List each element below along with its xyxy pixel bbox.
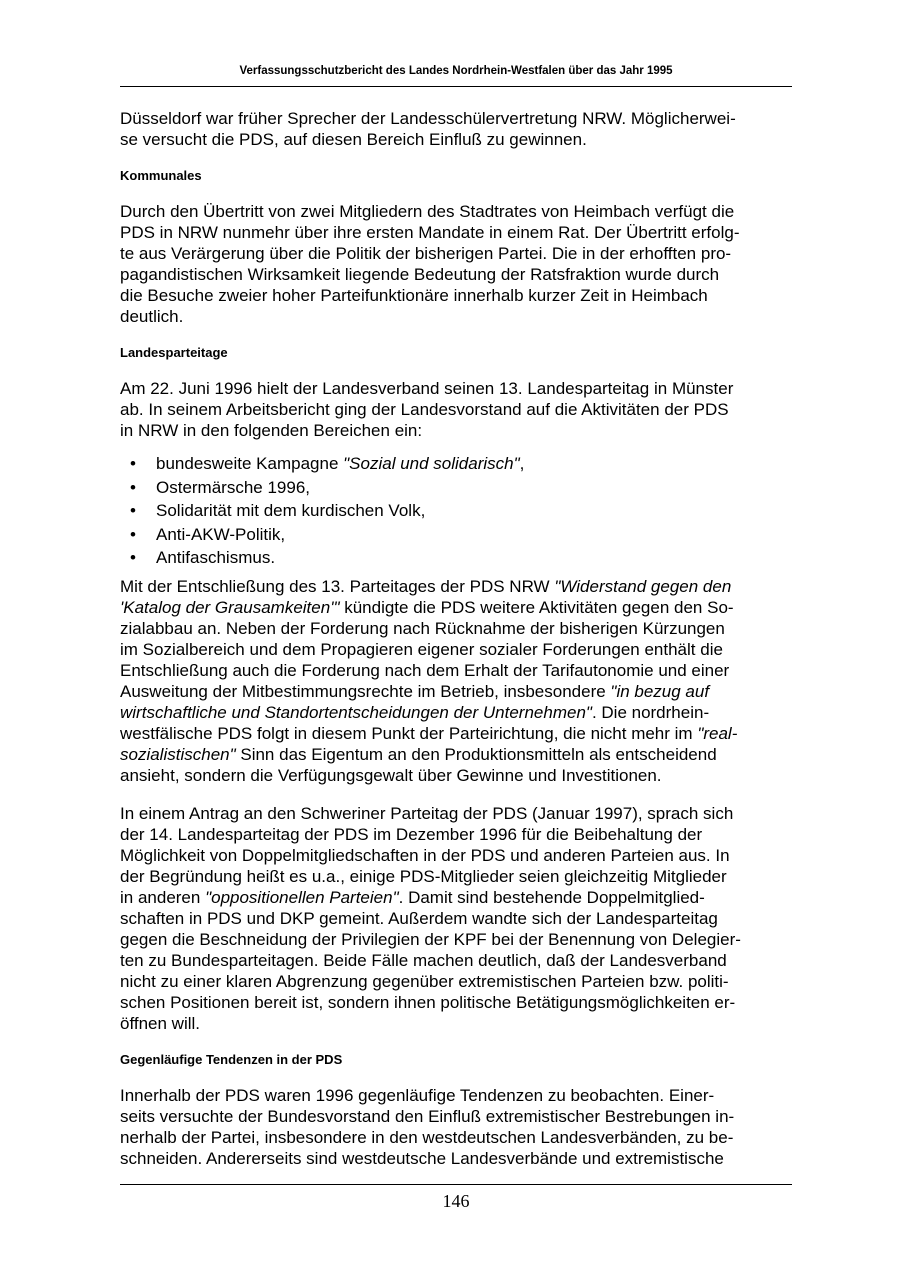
text-line: Innerhalb der PDS waren 1996 gegenläufige Tendenzen zu beobachten. Einer-: [120, 1085, 715, 1105]
text-line: schaften in PDS und DKP gemeint. Außerdem wandte sich der Landesparteitag: [120, 908, 718, 928]
list-item-text: ,: [519, 454, 525, 473]
italic-span: "oppositionellen Parteien": [205, 887, 399, 907]
page-body: [120, 108, 792, 1169]
text-line: nicht zu einer klaren Abgrenzung gegenüber extremistischen Parteien bzw. politi-: [120, 971, 729, 991]
bullet-icon: •: [130, 477, 136, 497]
text-line: schneiden. Andererseits sind westdeutsche Landesverbände und extremistische: [120, 1148, 724, 1168]
italic-span: 'Katalog der Grausamkeiten'": [120, 597, 340, 617]
bullet-icon: •: [130, 501, 136, 520]
text-span: Sinn das Eigentum an den Produktionsmitteln als entscheidend: [235, 744, 717, 764]
bullet-icon: •: [130, 524, 136, 544]
text-span: Ausweitung der Mitbestimmungsrechte im Betrieb, insbesondere: [120, 681, 611, 701]
list-item: [120, 499, 792, 523]
text-span: . Die nordrhein-: [591, 702, 710, 722]
kommunales-paragraph: [120, 201, 792, 327]
text-line: nerhalb der Partei, insbesondere in den westdeutschen Landesverbänden, zu be-: [120, 1127, 734, 1147]
text-line: zialabbau an. Neben der Forderung nach Rücknahme der bisherigen Kürzungen: [120, 618, 725, 638]
intro-paragraph: [120, 108, 792, 150]
text-line: pagandistischen Wirksamkeit liegende Bedeutung der Ratsfraktion wurde durch: [120, 265, 720, 284]
text-line: ten zu Bundesparteitagen. Beide Fälle machen deutlich, daß der Landesverband: [120, 950, 727, 970]
text-line: se versucht die PDS, auf diesen Bereich Einfluß zu gewinnen.: [120, 130, 587, 149]
text-line: in NRW in den folgenden Bereichen ein:: [120, 421, 423, 440]
page-number: 146: [442, 1191, 470, 1211]
italic-span: wirtschaftliche und Standortentscheidungen der Unternehmen": [120, 702, 592, 722]
text-line: gegen die Beschneidung der Privilegien der KPF bei der Benennung von Delegier-: [120, 929, 741, 949]
text-line: schen Positionen bereit ist, sondern ihnen politische Betätigungsmöglichkeiten er-: [120, 992, 736, 1012]
italic-span: "in bezug auf: [610, 681, 710, 701]
text-line: PDS in NRW nunmehr über ihre ersten Mandate in einem Rat. Der Übertritt erfolg-: [120, 223, 740, 242]
list-item: [120, 452, 792, 476]
section-heading-tendenzen: Gegenläufige Tendenzen in der PDS: [120, 1051, 343, 1067]
landesparteitage-paragraph: [120, 378, 792, 441]
header-rule: [120, 86, 792, 87]
text-line: In einem Antrag an den Schweriner Parteitag der PDS (Januar 1997), sprach sich: [120, 803, 734, 823]
footer-rule: [120, 1184, 792, 1185]
text-line: Düsseldorf war früher Sprecher der Landesschülervertretung NRW. Möglicherwei-: [120, 109, 736, 128]
list-item-italic: "Sozial und solidarisch": [343, 454, 520, 473]
section-heading-kommunales: Kommunales: [120, 168, 202, 183]
entschliessung-paragraph: [120, 576, 792, 786]
text-line: Am 22. Juni 1996 hielt der Landesverband seinen 13. Landesparteitag in Münster: [120, 379, 734, 398]
italic-span: "real-: [697, 723, 738, 743]
text-span: in anderen: [120, 887, 206, 907]
text-span: . Damit sind bestehende Doppelmitglied-: [398, 887, 705, 907]
list-item-text: Ostermärsche 1996,: [156, 477, 311, 497]
running-header: Verfassungsschutzbericht des Landes Nordrhein-Westfalen über das Jahr 1995: [239, 65, 673, 77]
text-line: Entschließung auch die Forderung nach dem Erhalt der Tarifautonomie und einer: [120, 660, 730, 680]
tendenzen-paragraph: [120, 1085, 792, 1169]
list-item-text: Solidarität mit dem kurdischen Volk,: [156, 501, 426, 520]
text-span: Mit der Entschließung des 13. Parteitages der PDS NRW: [120, 576, 555, 596]
text-line: im Sozialbereich und dem Propagieren eigener sozialer Forderungen enthält die: [120, 639, 723, 659]
italic-span: sozialistischen": [120, 744, 236, 764]
text-line: Möglichkeit von Doppelmitgliedschaften in der PDS und anderen Parteien aus. In: [120, 845, 730, 865]
antrag-paragraph: [120, 803, 792, 1034]
list-item: [120, 476, 792, 500]
text-line: ab. In seinem Arbeitsbericht ging der Landesvorstand auf die Aktivitäten der PDS: [120, 400, 729, 419]
text-line: öffnen will.: [120, 1013, 201, 1033]
list-item: [120, 523, 792, 547]
text-line: ansieht, sondern die Verfügungsgewalt über Gewinne und Investitionen.: [120, 765, 662, 785]
text-line: die Besuche zweier hoher Parteifunktionäre innerhalb kurzer Zeit in Heimbach: [120, 286, 708, 305]
list-item-text: Antifaschismus.: [156, 548, 276, 567]
text-line: deutlich.: [120, 307, 184, 326]
text-line: der 14. Landesparteitag der PDS im Dezember 1996 für die Beibehaltung der: [120, 824, 703, 844]
text-line: der Begründung heißt es u.a., einige PDS-Mitglieder seien gleichzeitig Mitglieder: [120, 866, 727, 886]
bullet-icon: •: [130, 454, 136, 473]
text-span: westfälische PDS folgt in diesem Punkt der Parteirichtung, die nicht mehr im: [120, 723, 698, 743]
italic-span: "Widerstand gegen den: [554, 576, 732, 596]
activity-list: [120, 452, 792, 570]
section-heading-landesparteitage: Landesparteitage: [120, 345, 228, 360]
text-line: te aus Verärgerung über die Politik der bisherigen Partei. Die in der erhofften pro-: [120, 244, 732, 263]
text-line: seits versuchte der Bundesvorstand den Einfluß extremistischer Bestrebungen in-: [120, 1106, 735, 1126]
text-span: kündigte die PDS weitere Aktivitäten gegen den So-: [339, 597, 734, 617]
list-item-text: Anti-AKW-Politik,: [156, 524, 286, 544]
text-line: Durch den Übertritt von zwei Mitgliedern des Stadtrates von Heimbach verfügt die: [120, 202, 735, 221]
list-item: [120, 546, 792, 570]
list-item-text: bundesweite Kampagne: [156, 454, 344, 473]
bullet-icon: •: [130, 548, 136, 567]
